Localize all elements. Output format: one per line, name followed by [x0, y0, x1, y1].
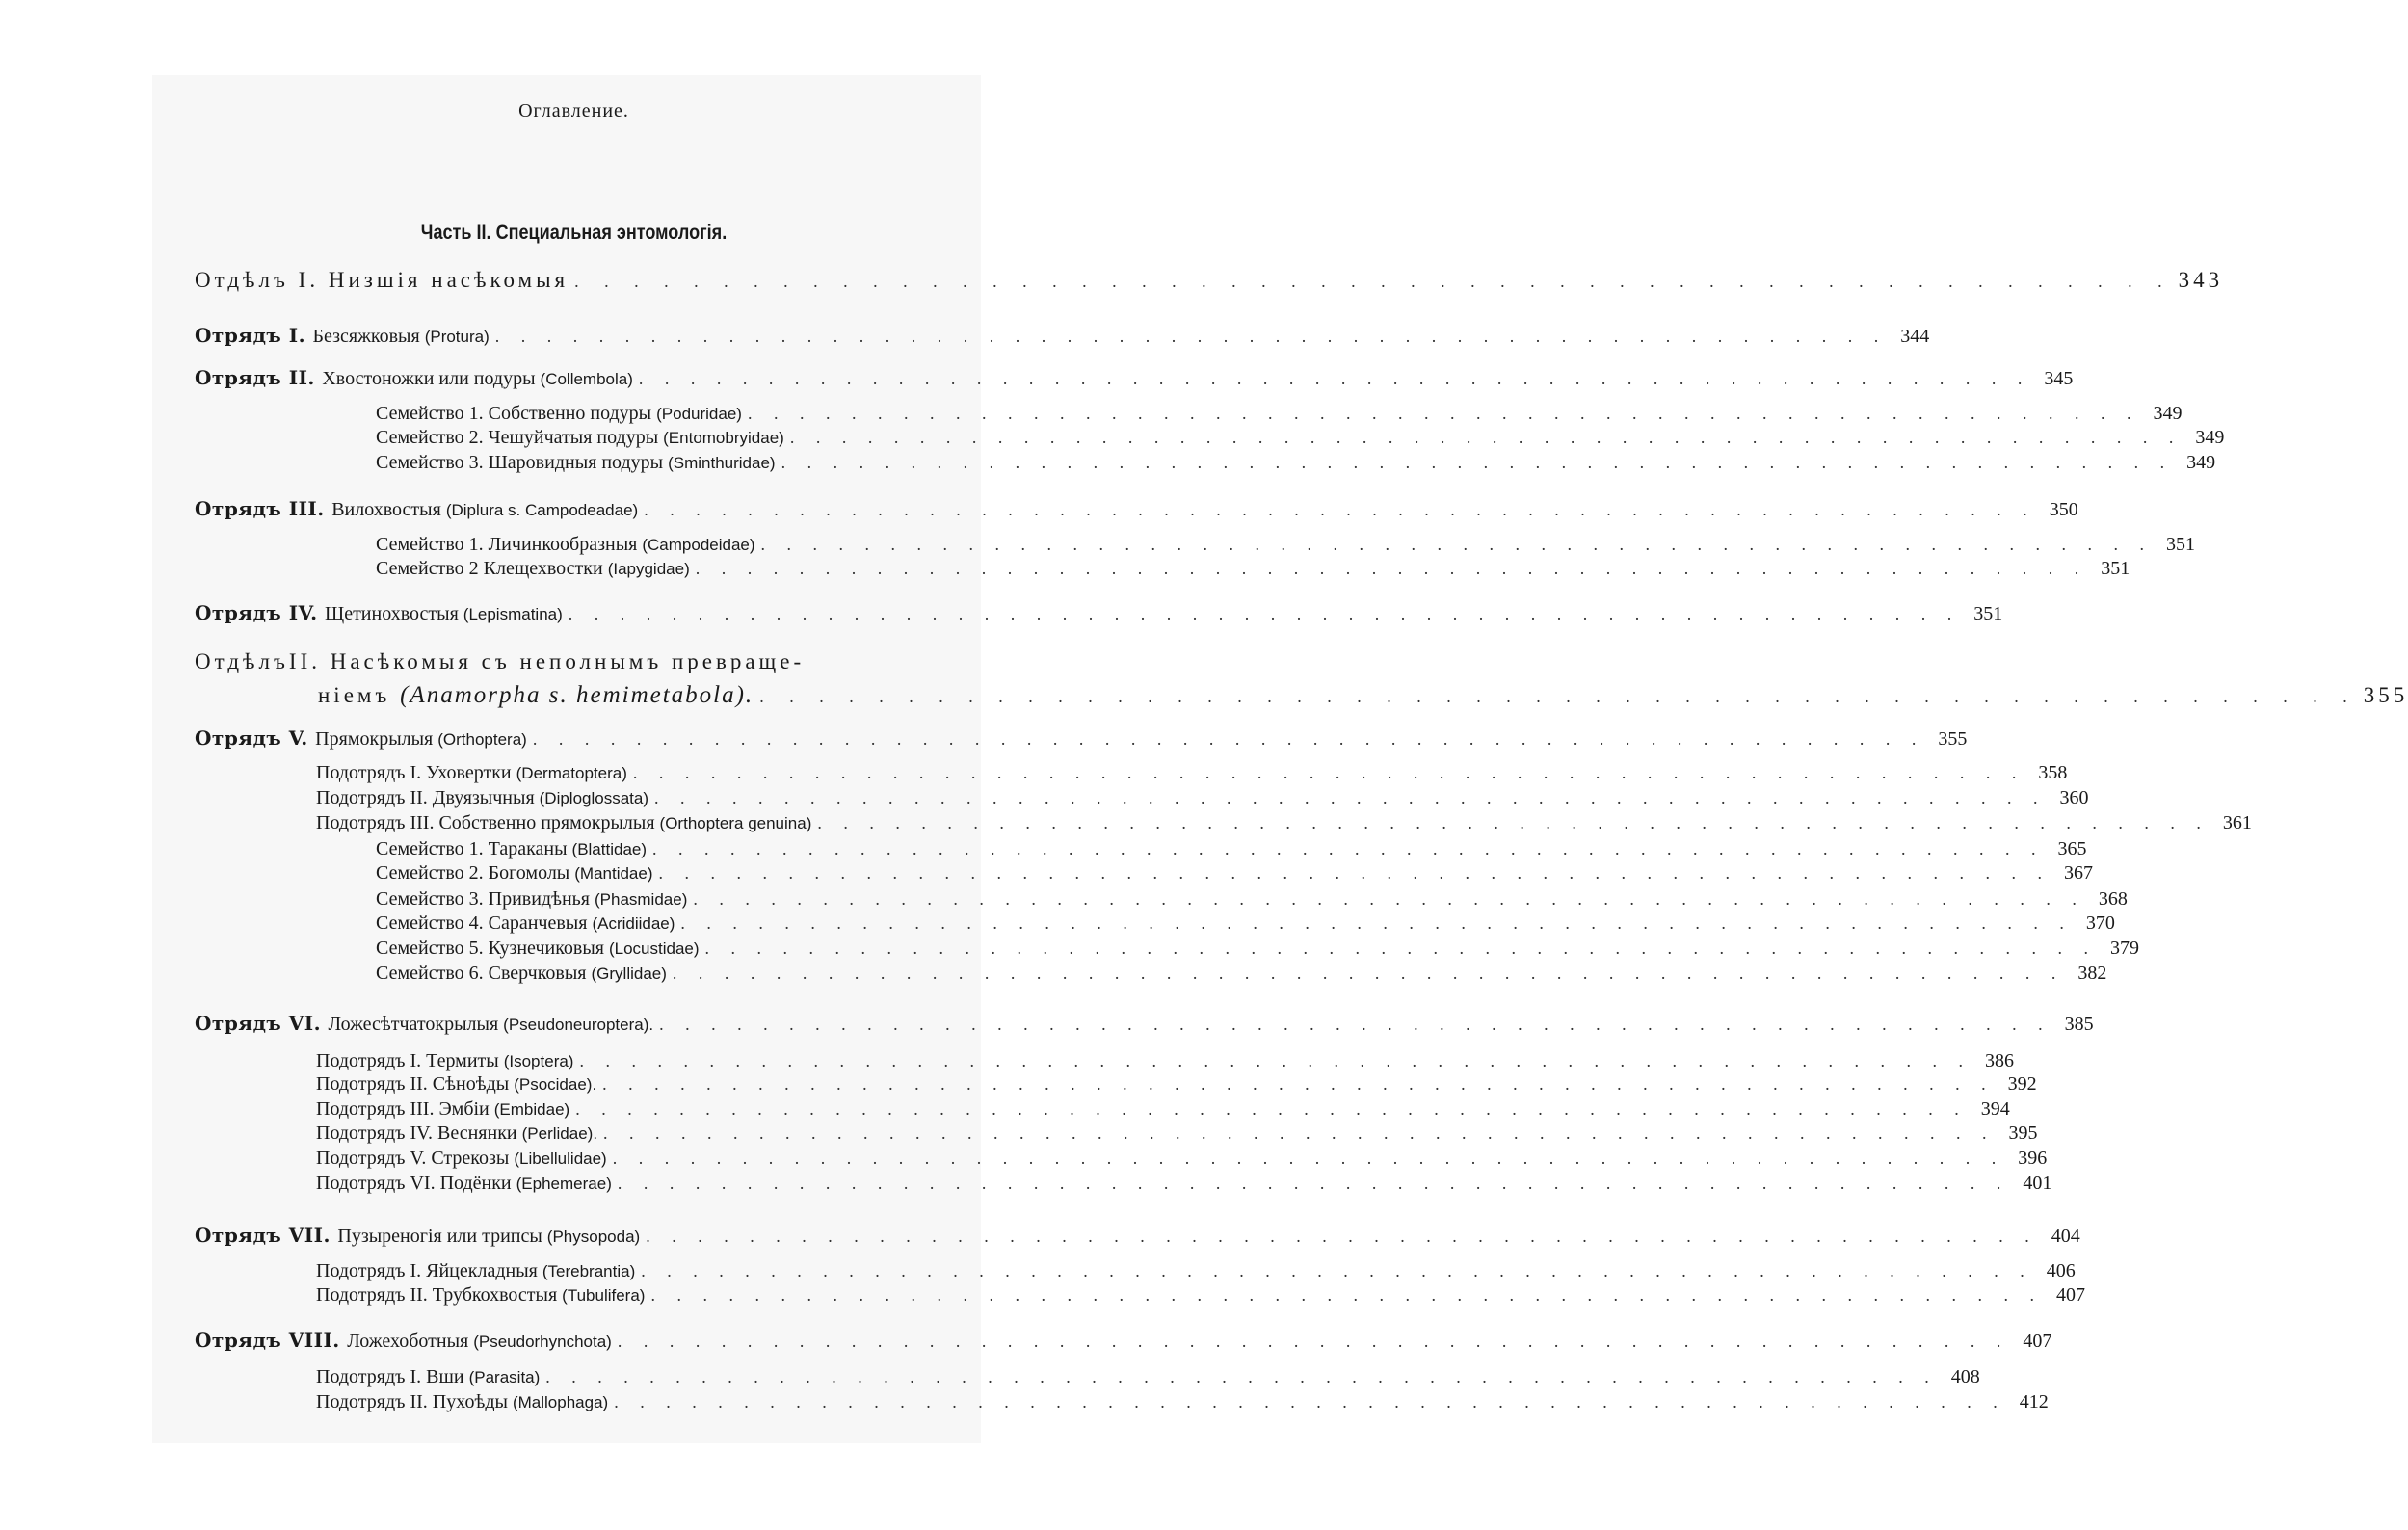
dot-leader: . . . . . . . . . . . . . . . . . . . . . . . . . . . . . . . . . . . . . . . . . . . . . . . . . . . . . . [574, 272, 2173, 291]
page-number: 351 [2166, 534, 2196, 555]
toc-entry-order[interactable] [195, 324, 1930, 348]
latin-name: (Diplura s. Campodeadae) [445, 501, 639, 519]
toc-entry-sub[interactable] [316, 1391, 2049, 1413]
dot-leader: . . . . . . . . . . . . . . . . . . . . . . . . . . . . . . . . . . . . . . . . . . . . . . . . . . . . . . [789, 428, 2183, 447]
entry-name: Семейство 2. Чешуйчатыя подуры [376, 427, 664, 448]
dot-leader: . . . . . . . . . . . . . . . . . . . . . . . . . . . . . . . . . . . . . . . . . . . . . . . . . . . . . . [759, 687, 2358, 706]
page-number: 343 [2178, 268, 2224, 292]
page-number: 351 [2101, 558, 2130, 579]
entry-name: Подотрядъ II. Двуязычныя [316, 787, 540, 808]
entry-name: Семейство 6. Сверчковыя [376, 963, 592, 984]
page-number: 412 [2019, 1391, 2049, 1412]
latin-name: (Iapygidae) [607, 560, 690, 578]
order-label: Отрядъ [195, 497, 282, 520]
entry-text [376, 888, 687, 910]
toc-entry-division2[interactable] [318, 682, 2408, 709]
order-number: VIII. [281, 1329, 348, 1352]
part-heading: Часть II. Специальная энтомологія. [420, 222, 728, 244]
entry-name: Семейство 3. Привидѣнья [376, 888, 595, 910]
latin-name: (Dermatoptera) [516, 764, 627, 782]
order-number: IV. [281, 601, 326, 624]
page-number: 344 [1900, 326, 1930, 347]
toc-entry-family[interactable] [376, 862, 2094, 884]
toc-entry-sub[interactable] [316, 787, 2089, 809]
entry-name: Подотрядъ I. Уховертки [316, 762, 516, 783]
dot-leader: . . . . . . . . . . . . . . . . . . . . . . . . . . . . . . . . . . . . . . . . . . . . . . . . . . . . . . [617, 1174, 2010, 1193]
page-number: 386 [1984, 1050, 2014, 1071]
entry-text [316, 762, 627, 784]
latin-name: (Tubulifera) [562, 1286, 646, 1305]
page-number: 370 [2085, 912, 2115, 934]
entry-name: Семейство 2 Клещехвостки [376, 558, 608, 579]
dot-leader: . . . . . . . . . . . . . . . . . . . . . . . . . . . . . . . . . . . . . . . . . . . . . . . . . . . . . . [704, 938, 2098, 958]
page-number: 379 [2110, 937, 2140, 959]
order-label: Отрядъ [195, 324, 282, 347]
entry-text [376, 452, 776, 474]
order-name: Безсяжковыя [312, 326, 425, 347]
toc-entry-division[interactable] [195, 268, 2224, 293]
entry-text [376, 427, 784, 449]
latin-name: (Libellulidae) [514, 1149, 607, 1168]
entry-text [195, 1012, 653, 1036]
order-label: Отрядъ [195, 726, 282, 750]
dot-leader: . . . . . . . . . . . . . . . . . . . . . . . . . . . . . . . . . . . . . . . . . . . . . . . . . . . . . . [646, 1227, 2038, 1246]
latin-name: (Isoptera) [503, 1052, 574, 1070]
page-number: 358 [2038, 762, 2068, 783]
order-label: Отрядъ [195, 1329, 282, 1352]
page-number: 367 [2064, 862, 2094, 884]
division-label: Отдѣлъ [195, 268, 289, 292]
dot-leader: . . . . . . . . . . . . . . . . . . . . . . . . . . . . . . . . . . . . . . . . . . . . . . . . . . . . . . [579, 1051, 1971, 1070]
order-name: Ложехоботныя [347, 1331, 474, 1352]
dot-leader: . . . . . . . . . . . . . . . . . . . . . . . . . . . . . . . . . . . . . . . . . . . . . . . . . . . . . . [617, 1332, 2010, 1351]
entry-text [316, 1073, 596, 1095]
entry-text [316, 787, 648, 809]
order-name: Пузыреногія или трипсы [337, 1226, 547, 1247]
dot-leader: . . . . . . . . . . . . . . . . . . . . . . . . . . . . . . . . . . . . . . . . . . . . . . . . . . . . . . [659, 1015, 2051, 1034]
latin-name: (Lepismatina) [463, 605, 563, 623]
entry-name: Семейство 5. Кузнечиковыя [376, 937, 609, 959]
latin-name: (Embidae) [493, 1100, 570, 1119]
entry-text [316, 812, 811, 834]
toc-entry-sub[interactable] [316, 1284, 2085, 1306]
latin-name: (Gryllidae) [591, 964, 667, 983]
entry-name: Подотрядъ II. Пухоѣды [316, 1391, 513, 1412]
toc-entry-sub[interactable] [316, 1173, 2052, 1195]
dot-leader: . . . . . . . . . . . . . . . . . . . . . . . . . . . . . . . . . . . . . . . . . . . . . . . . . . . . . . [760, 535, 2154, 554]
toc-entry-sub[interactable] [316, 1122, 2038, 1145]
toc-entry-order[interactable] [195, 1224, 2080, 1248]
latin-name: (Protura) [424, 328, 490, 346]
dot-leader: . . . . . . . . . . . . . . . . . . . . . . . . . . . . . . . . . . . . . . . . . . . . . . . . . . . . . . [603, 1123, 1996, 1143]
entry-text [376, 534, 755, 556]
toc-entry-family[interactable] [376, 452, 2216, 474]
entry-text [376, 912, 675, 935]
entry-text [376, 937, 700, 960]
entry-name: Семейство 3. Шаровидныя подуры [376, 452, 669, 473]
toc-entry-family[interactable] [376, 534, 2196, 556]
dot-leader: . . . . . . . . . . . . . . . . . . . . . . . . . . . . . . . . . . . . . . . . . . . . . . . . . . . . . . [747, 404, 2140, 423]
order-number: VI. [281, 1012, 329, 1035]
latin-name: (Phasmidae) [594, 890, 688, 909]
latin-name: (Pseudoneuroptera). [503, 1016, 654, 1034]
entry-text [376, 862, 653, 884]
latin-name: (Psocidae). [514, 1075, 597, 1094]
order-label: Отрядъ [195, 1012, 282, 1035]
division-label: Отдѣлъ [195, 649, 289, 673]
page-number: 394 [1980, 1098, 2010, 1120]
page-number: 361 [2222, 812, 2252, 833]
toc-entry-order[interactable] [195, 497, 2078, 521]
toc-entry-family[interactable] [376, 838, 2087, 860]
dot-leader: . . . . . . . . . . . . . . . . . . . . . . . . . . . . . . . . . . . . . . . . . . . . . . . . . . . . . . [532, 729, 1925, 749]
entry-text [316, 1050, 573, 1072]
page-number: 360 [2059, 787, 2089, 808]
entry-text [195, 268, 569, 293]
order-label: Отрядъ [195, 601, 282, 624]
dot-leader: . . . . . . . . . . . . . . . . . . . . . . . . . . . . . . . . . . . . . . . . . . . . . . . . . . . . . . [693, 889, 2085, 909]
dot-leader: . . . . . . . . . . . . . . . . . . . . . . . . . . . . . . . . . . . . . . . . . . . . . . . . . . . . . . [695, 559, 2088, 578]
order-label: Отрядъ [195, 366, 282, 389]
entry-name: Подотрядъ III. Эмбіи [316, 1098, 494, 1120]
entry-text [316, 1260, 635, 1282]
toc-entry-order[interactable] [195, 1012, 2094, 1036]
entry-text [316, 1148, 607, 1170]
entry-text [376, 838, 647, 860]
page-number: 407 [2023, 1331, 2052, 1352]
dot-leader: . . . . . . . . . . . . . . . . . . . . . . . . . . . . . . . . . . . . . . . . . . . . . . . . . . . . . . [545, 1367, 1938, 1386]
toc-entry-sub[interactable] [316, 1050, 2014, 1072]
entry-text [376, 558, 690, 580]
entry-name: Подотрядъ I. Вши [316, 1366, 469, 1387]
page-number: 368 [2098, 888, 2128, 910]
entry-text [316, 1391, 608, 1413]
latin-name: (Perlidae). [521, 1124, 598, 1143]
entry-text [195, 1329, 612, 1353]
order-number: VII. [281, 1224, 338, 1247]
order-name: Вилохвостыя [331, 499, 446, 520]
page-number: 349 [2195, 427, 2225, 448]
entry-text [195, 324, 490, 348]
dot-leader: . . . . . . . . . . . . . . . . . . . . . . . . . . . . . . . . . . . . . . . . . . . . . . . . . . . . . . [602, 1074, 1995, 1094]
latin-name: (Mallophaga) [512, 1393, 609, 1411]
entry-name: Семейство 4. Саранчевыя [376, 912, 593, 934]
page-number: 406 [2046, 1260, 2076, 1281]
page-number: 382 [2077, 963, 2107, 984]
entry-name: Подотрядъ II. Сѣноѣды [316, 1073, 515, 1095]
toc-entry-sub[interactable] [316, 1098, 2010, 1121]
page-number: 365 [2057, 838, 2087, 859]
entry-name: Семейство 1. Собственно подуры [376, 403, 657, 424]
dot-leader: . . . . . . . . . . . . . . . . . . . . . . . . . . . . . . . . . . . . . . . . . . . . . . . . . . . . . . [817, 813, 2210, 832]
entry-text [316, 1173, 612, 1195]
latin-name: (Mantidae) [574, 864, 653, 883]
latin-name: (Anamorpha s. hemimetabola). [400, 682, 754, 708]
toc-entry-family[interactable] [376, 937, 2140, 960]
entry-name: Подотрядъ VI. Подёнки [316, 1173, 516, 1194]
latin-name: (Diploglossata) [539, 789, 649, 807]
entry-text [316, 1122, 597, 1145]
toc-entry-sub[interactable] [316, 1260, 2076, 1282]
page-number: 408 [1950, 1366, 1980, 1387]
toc-entry-order[interactable] [195, 726, 1968, 751]
dot-leader: . . . . . . . . . . . . . . . . . . . . . . . . . . . . . . . . . . . . . . . . . . . . . . . . . . . . . . [650, 1285, 2043, 1305]
latin-name: (Physopoda) [546, 1227, 641, 1246]
dot-leader: . . . . . . . . . . . . . . . . . . . . . . . . . . . . . . . . . . . . . . . . . . . . . . . . . . . . . . [658, 863, 2051, 883]
dot-leader: . . . . . . . . . . . . . . . . . . . . . . . . . . . . . . . . . . . . . . . . . . . . . . . . . . . . . . [680, 913, 2073, 933]
latin-name: (Blattidae) [571, 840, 648, 858]
toc-entry-family[interactable] [376, 888, 2128, 910]
latin-name: (Collembola) [540, 370, 633, 388]
entry-text [195, 601, 563, 625]
page-number: 385 [2064, 1014, 2094, 1035]
division-continuation: ніемъ [318, 683, 401, 707]
toc-entry-sub[interactable] [316, 1073, 2037, 1095]
entry-name: Подотрядъ IV. Веснянки [316, 1122, 522, 1144]
entry-text [195, 497, 638, 521]
latin-name: (Poduridae) [656, 405, 742, 423]
page-number: 392 [2007, 1073, 2037, 1095]
entry-name: Семейство 1. Личинкообразныя [376, 534, 643, 555]
entry-name: Семейство 2. Богомолы [376, 862, 575, 884]
dot-leader: . . . . . . . . . . . . . . . . . . . . . . . . . . . . . . . . . . . . . . . . . . . . . . . . . . . . . . [672, 963, 2065, 983]
toc-entry-sub[interactable] [316, 1148, 2048, 1170]
latin-name: (Acridiidae) [592, 914, 675, 933]
toc-entry-sub[interactable] [316, 762, 2068, 784]
dot-leader: . . . . . . . . . . . . . . . . . . . . . . . . . . . . . . . . . . . . . . . . . . . . . . . . . . . . . . [494, 327, 1888, 346]
toc-entry-order[interactable] [195, 1329, 2052, 1353]
dot-leader: . . . . . . . . . . . . . . . . . . . . . . . . . . . . . . . . . . . . . . . . . . . . . . . . . . . . . . [632, 763, 2025, 782]
dot-leader: . . . . . . . . . . . . . . . . . . . . . . . . . . . . . . . . . . . . . . . . . . . . . . . . . . . . . . [652, 839, 2045, 858]
latin-name: (Ephemerae) [516, 1174, 612, 1193]
order-number: II. [281, 366, 323, 389]
order-number: V. [281, 726, 316, 750]
page-title: Оглавление. [518, 100, 629, 121]
entry-name: Подотрядъ III. Собственно прямокрылыя [316, 812, 660, 833]
entry-text [318, 682, 754, 709]
page-number: 407 [2055, 1284, 2085, 1306]
latin-name: (Pseudorhynchota) [473, 1332, 612, 1351]
latin-name: (Locustidae) [608, 939, 700, 958]
page-number: 350 [2049, 499, 2078, 520]
entry-text [195, 366, 633, 390]
latin-name: (Sminthuridae) [668, 454, 776, 472]
latin-name: (Terebrantia) [542, 1262, 636, 1280]
dot-leader: . . . . . . . . . . . . . . . . . . . . . . . . . . . . . . . . . . . . . . . . . . . . . . . . . . . . . . [641, 1261, 2033, 1280]
order-name: Хвостоножки или подуры [322, 368, 541, 389]
order-number: I. [281, 324, 313, 347]
entry-text [376, 963, 667, 985]
entry-name: Подотрядъ I. Яйцекладныя [316, 1260, 542, 1281]
order-name: Ложесѣтчатокрылыя [328, 1014, 504, 1035]
page-number: 404 [2051, 1226, 2080, 1247]
page-number: 345 [2044, 368, 2074, 389]
entry-text [376, 403, 742, 425]
entry-text [316, 1098, 569, 1121]
page-number: 355 [1938, 728, 1968, 750]
toc-entry-family[interactable] [376, 963, 2107, 985]
latin-name: (Campodeidae) [642, 536, 755, 554]
latin-name: (Orthoptera) [437, 730, 527, 749]
order-number: III. [281, 497, 332, 520]
toc-entry-family[interactable] [376, 403, 2183, 425]
dot-leader: . . . . . . . . . . . . . . . . . . . . . . . . . . . . . . . . . . . . . . . . . . . . . . . . . . . . . . [568, 604, 1961, 623]
dot-leader: . . . . . . . . . . . . . . . . . . . . . . . . . . . . . . . . . . . . . . . . . . . . . . . . . . . . . . [575, 1099, 1968, 1119]
toc-entry-sub[interactable] [316, 812, 2252, 834]
dot-leader: . . . . . . . . . . . . . . . . . . . . . . . . . . . . . . . . . . . . . . . . . . . . . . . . . . . . . . [638, 369, 2031, 388]
entry-name: Подотрядъ I. Термиты [316, 1050, 504, 1071]
page-number: 401 [2023, 1173, 2052, 1194]
division-name: I. Низшія насѣкомыя [288, 268, 569, 292]
page-number: 395 [2008, 1122, 2038, 1144]
entry-text [195, 726, 527, 751]
toc-entry-order[interactable] [195, 601, 2003, 625]
latin-name: (Orthoptera genuina) [659, 814, 812, 832]
division-name: II. Насѣкомыя съ неполнымъ превраще- [288, 649, 806, 673]
entry-text [195, 1224, 640, 1248]
order-label: Отрядъ [195, 1224, 282, 1247]
entry-text [316, 1284, 645, 1306]
toc-entry-order[interactable] [195, 366, 2074, 390]
entry-text [316, 1366, 540, 1388]
page-number: 396 [2018, 1148, 2048, 1169]
dot-leader: . . . . . . . . . . . . . . . . . . . . . . . . . . . . . . . . . . . . . . . . . . . . . . . . . . . . . . [781, 453, 2174, 472]
toc-entry-family[interactable] [376, 558, 2130, 580]
order-name: Прямокрылыя [315, 728, 438, 750]
latin-name: (Parasita) [468, 1368, 541, 1386]
latin-name: (Entomobryidae) [663, 429, 784, 447]
dot-leader: . . . . . . . . . . . . . . . . . . . . . . . . . . . . . . . . . . . . . . . . . . . . . . . . . . . . . . [654, 788, 2047, 807]
dot-leader: . . . . . . . . . . . . . . . . . . . . . . . . . . . . . . . . . . . . . . . . . . . . . . . . . . . . . . [612, 1148, 2005, 1168]
dot-leader: . . . . . . . . . . . . . . . . . . . . . . . . . . . . . . . . . . . . . . . . . . . . . . . . . . . . . . [644, 500, 2036, 519]
page-number: 355 [2363, 683, 2408, 707]
entry-name: Семейство 1. Тараканы [376, 838, 572, 859]
toc-entry-sub[interactable] [316, 1366, 1980, 1388]
order-name: Щетинохвостыя [325, 603, 463, 624]
dot-leader: . . . . . . . . . . . . . . . . . . . . . . . . . . . . . . . . . . . . . . . . . . . . . . . . . . . . . . [614, 1392, 2006, 1411]
entry-name: Подотрядъ II. Трубкохвостыя [316, 1284, 563, 1306]
toc-entry-division-line1 [195, 649, 981, 674]
page-number: 349 [2186, 452, 2216, 473]
entry-name: Подотрядъ V. Стрекозы [316, 1148, 515, 1169]
page-number: 349 [2153, 403, 2183, 424]
toc-entry-family[interactable] [376, 427, 2225, 449]
page-number: 351 [1973, 603, 2003, 624]
toc-entry-family[interactable] [376, 912, 2115, 935]
